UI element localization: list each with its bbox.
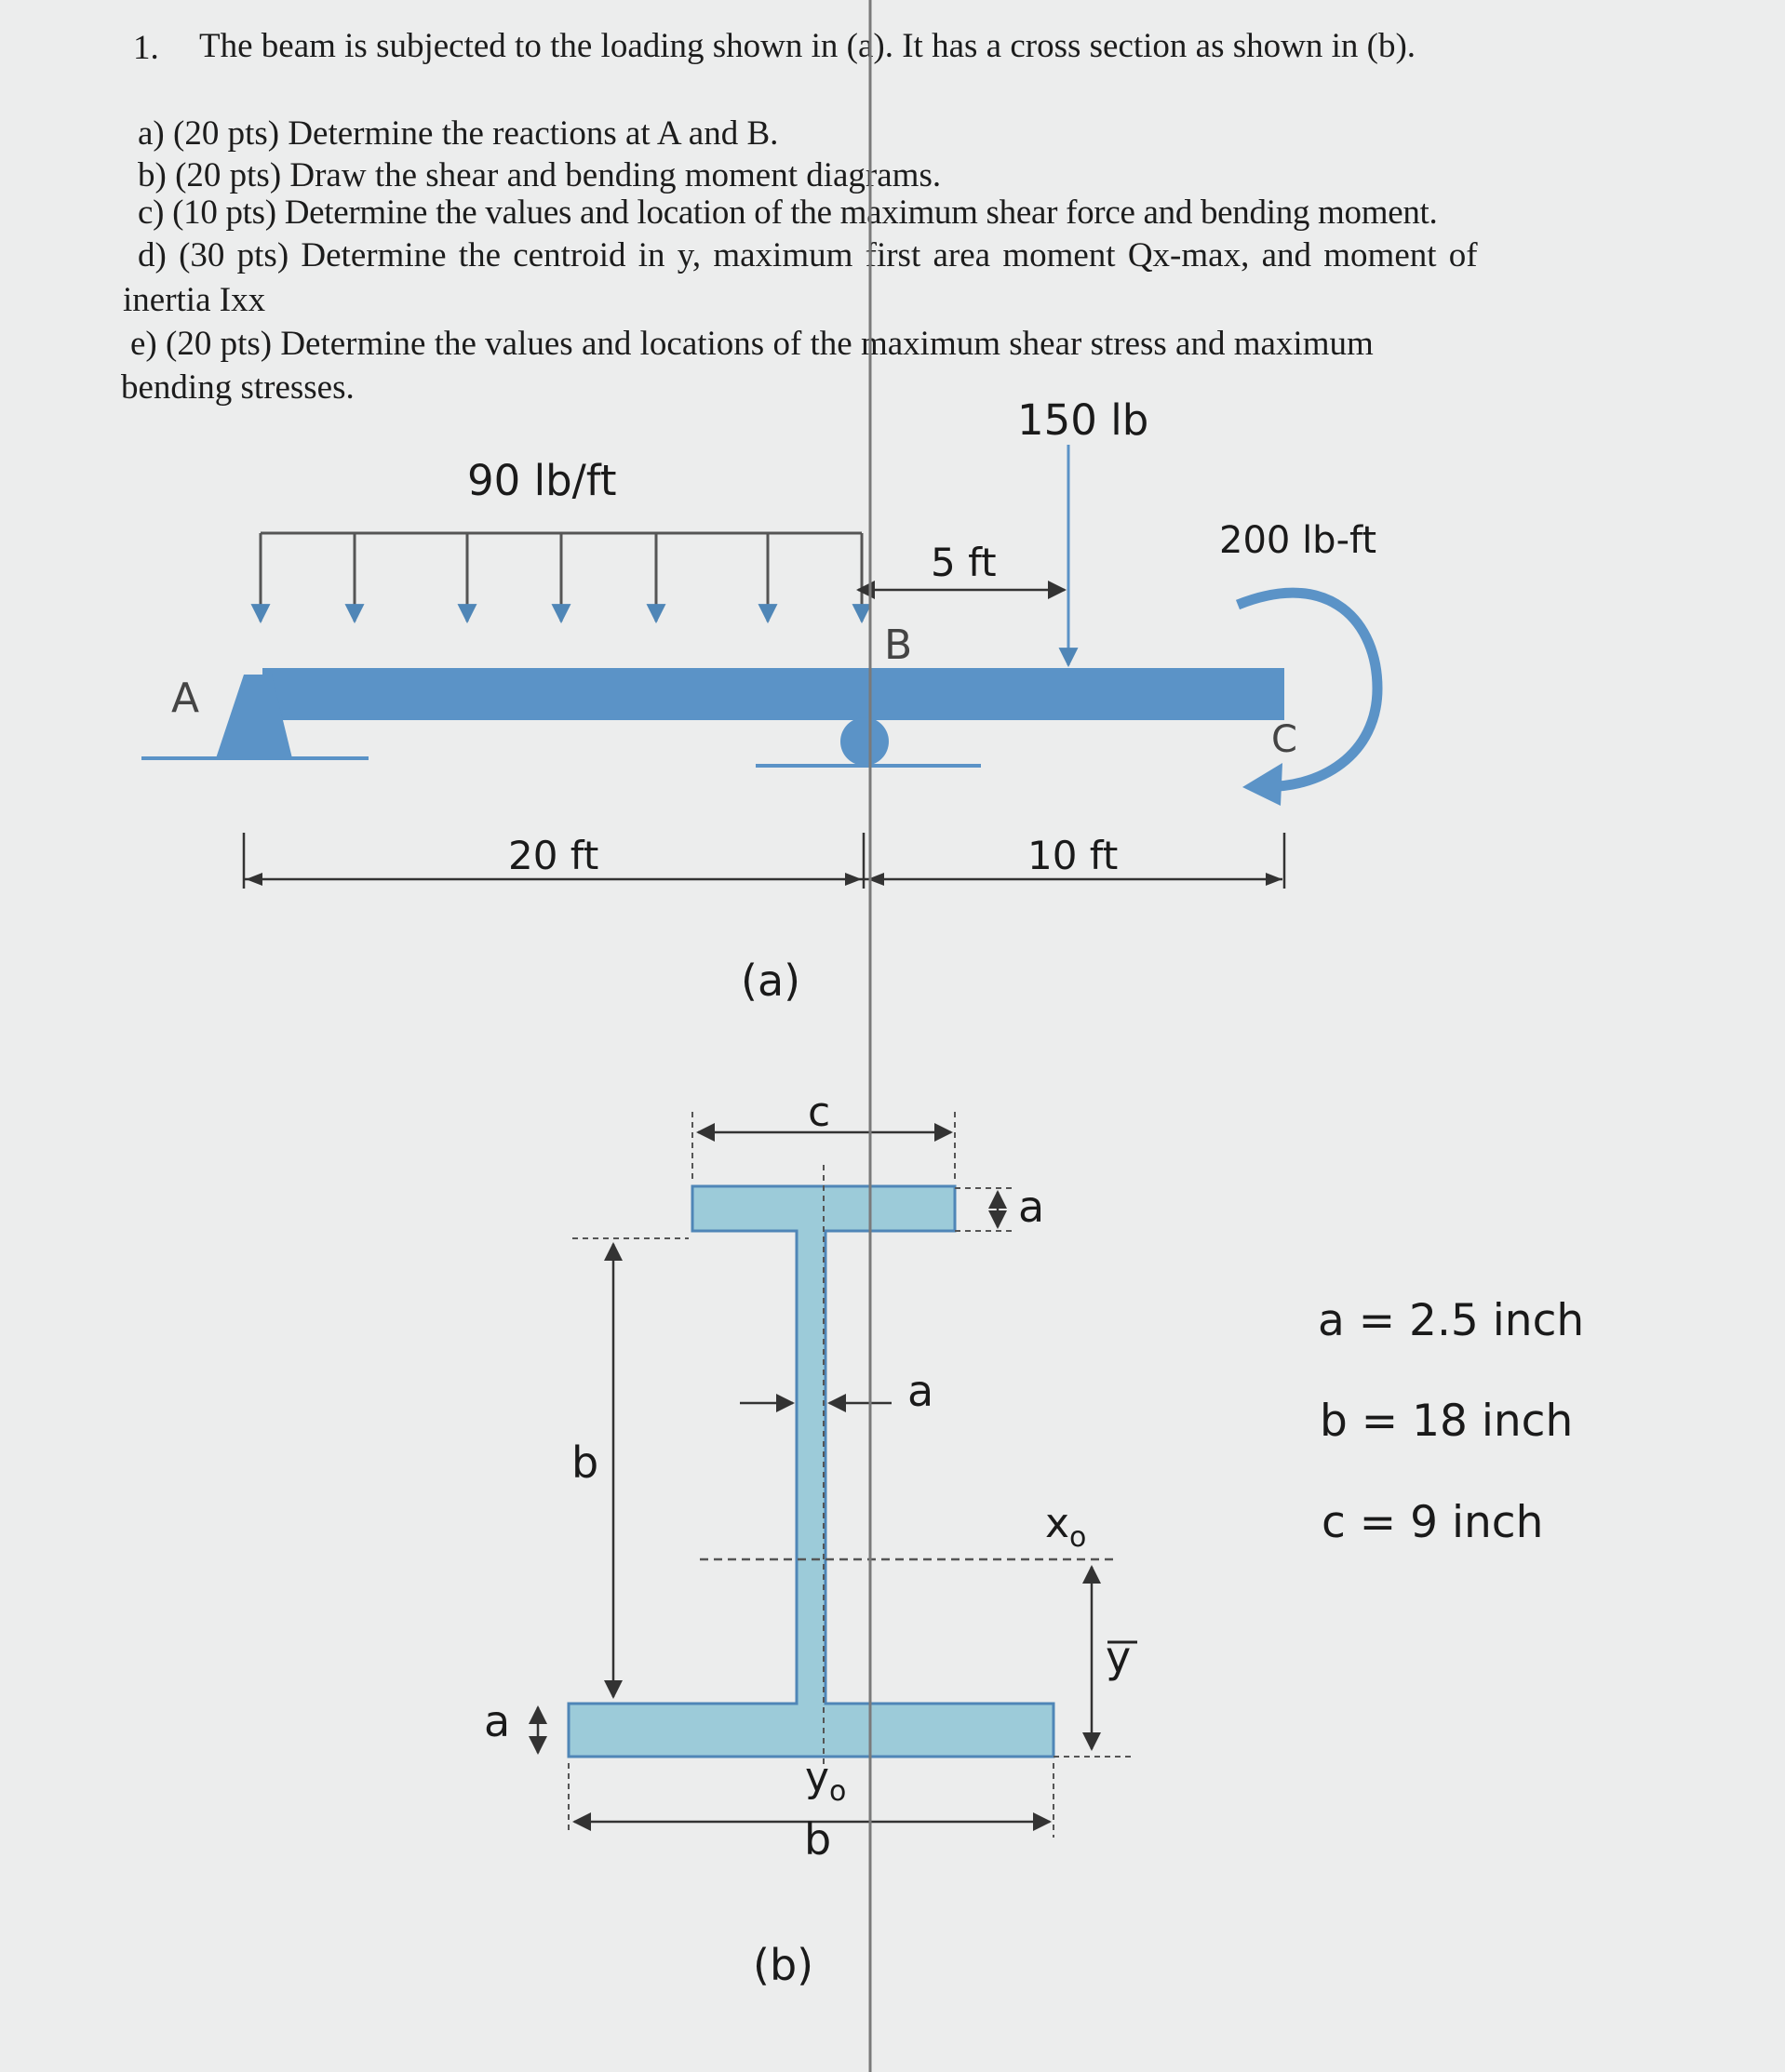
distributed-load-label: 90 lb/ft <box>467 456 617 505</box>
label-c: C <box>1271 718 1297 761</box>
beam <box>262 668 1284 720</box>
dim-b-bottom-label: b <box>804 1814 832 1865</box>
problem-intro: The beam is subjected to the loading shown in (a). It has a cross section as shown in (b). <box>199 27 1416 65</box>
i-beam-section <box>569 1186 1054 1757</box>
dim-b-label: b <box>571 1437 599 1488</box>
part-e-text: e) (20 pts) Determine the values and locations of the maximum shear stress and maximum <box>130 325 1374 363</box>
dim-c-label: c <box>808 1089 831 1136</box>
label-b: B <box>884 622 913 669</box>
given-b: b = 18 inch <box>1320 1396 1574 1447</box>
part-d-text: d) (30 pts) Determine the centroid in y, maximum first area moment Qx-max, and moment of <box>138 236 1478 274</box>
given-c: c = 9 inch <box>1322 1497 1544 1548</box>
dim-5ft-label: 5 ft <box>931 540 997 585</box>
ybar-label: y <box>1106 1632 1132 1682</box>
moment-label: 200 lb-ft <box>1219 519 1377 562</box>
span-ab-label: 20 ft <box>508 833 599 878</box>
moment-arrowhead <box>1242 763 1282 806</box>
distributed-load <box>261 533 862 622</box>
span-dimensions <box>244 833 1284 889</box>
part-e-text-cont: bending stresses. <box>121 368 355 407</box>
part-d-text-cont: inertia Ixx <box>123 281 266 319</box>
problem-number: 1. <box>133 29 159 67</box>
part-b-text: b) (20 pts) Draw the shear and bending moment diagrams. <box>138 156 942 194</box>
part-a-text: a) (20 pts) Determine the reactions at A and B. <box>138 114 779 153</box>
web-a-label: a <box>907 1366 934 1416</box>
x-axis-label: $x_o$ <box>1045 1500 1087 1554</box>
caption-b: (b) <box>753 1940 814 1990</box>
roller-support-b <box>840 717 889 766</box>
caption-a: (a) <box>741 956 801 1006</box>
y-axis-label: $y_o$ <box>805 1754 847 1808</box>
label-a: A <box>171 675 200 722</box>
point-load-label: 150 lb <box>1017 395 1149 445</box>
bottom-flange-a-label: a <box>484 1696 511 1746</box>
part-c-text: c) (10 pts) Determine the values and location of the maximum shear force and bending moment. <box>138 194 1438 232</box>
top-flange-a-label: a <box>1018 1182 1045 1232</box>
given-a: a = 2.5 inch <box>1318 1295 1585 1346</box>
span-bc-label: 10 ft <box>1027 833 1119 878</box>
